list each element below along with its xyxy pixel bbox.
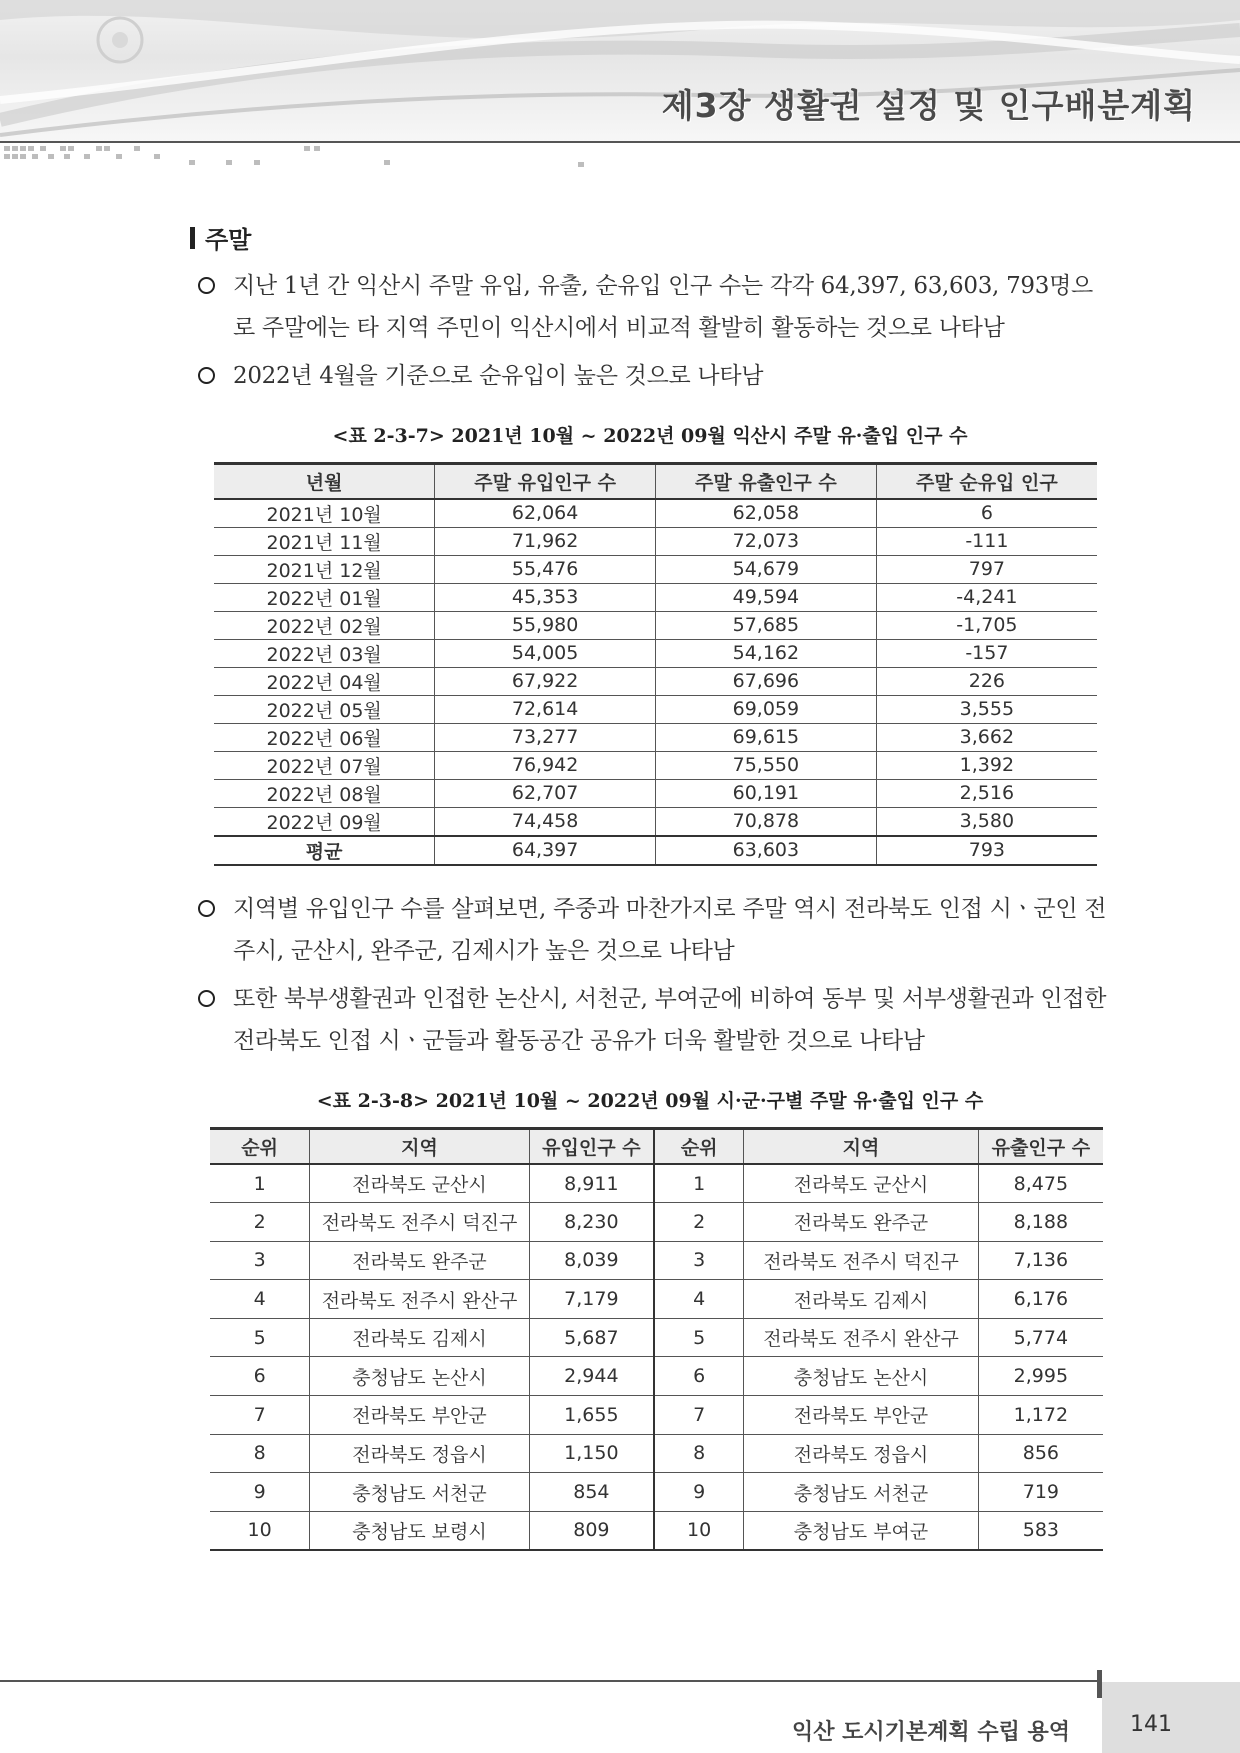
table1-cell: 67,922 xyxy=(435,667,656,695)
table2-header: 순위 xyxy=(654,1128,744,1164)
table1-cell: -111 xyxy=(876,527,1097,555)
table2-cell: 충청남도 서천군 xyxy=(744,1473,978,1512)
table2-cell: 1,172 xyxy=(978,1396,1103,1435)
table1-cell: 797 xyxy=(876,555,1097,583)
table1-cell: 57,685 xyxy=(656,611,877,639)
table1-cell: 2022년 03월 xyxy=(214,639,435,667)
table2-cell: 5,774 xyxy=(978,1318,1103,1357)
section-heading-text: 주말 xyxy=(205,226,252,254)
table2-cell: 8,911 xyxy=(529,1164,654,1203)
table2-cell: 6 xyxy=(654,1357,744,1396)
table1-cell: 54,005 xyxy=(435,639,656,667)
table1-row xyxy=(214,555,1097,583)
table1-cell: 2021년 10월 xyxy=(214,499,435,528)
footer-tick xyxy=(1097,1670,1102,1698)
table1-cell: 62,064 xyxy=(435,499,656,528)
table1-row xyxy=(214,723,1097,751)
table2-cell: 2,944 xyxy=(529,1357,654,1396)
page-header xyxy=(0,0,1240,175)
table1-cell: 72,073 xyxy=(656,527,877,555)
table1-cell: 49,594 xyxy=(656,583,877,611)
bullet-circle-icon xyxy=(198,900,215,917)
table1-cell: 2022년 09월 xyxy=(214,807,435,836)
table1-cell: 54,162 xyxy=(656,639,877,667)
table1-cell: 6 xyxy=(876,499,1097,528)
table1-cell: 2021년 12월 xyxy=(214,555,435,583)
footer-rule xyxy=(0,1680,1100,1682)
table1-average-cell: 63,603 xyxy=(656,836,877,865)
table1-header: 주말 유출인구 수 xyxy=(656,464,877,499)
table2-row xyxy=(210,1396,1103,1435)
table1-row xyxy=(214,639,1097,667)
table1-cell: 55,980 xyxy=(435,611,656,639)
table1-cell: 75,550 xyxy=(656,751,877,779)
table2-caption: <표 2-3-8> 2021년 10월 ~ 2022년 09월 시·군·구별 주말 유·출입 인구 수 xyxy=(316,1089,984,1112)
table1-cell: 62,058 xyxy=(656,499,877,528)
table1-cell: 2022년 06월 xyxy=(214,723,435,751)
table2-header: 유출인구 수 xyxy=(978,1128,1103,1164)
table1-average-cell: 64,397 xyxy=(435,836,656,865)
table1-cell: 2022년 07월 xyxy=(214,751,435,779)
table1-cell: 2022년 05월 xyxy=(214,695,435,723)
table1-cell: 45,353 xyxy=(435,583,656,611)
table1-header: 주말 순유입 인구 xyxy=(876,464,1097,499)
section-heading xyxy=(190,220,1110,255)
table2-row xyxy=(210,1318,1103,1357)
table2-header: 순위 xyxy=(210,1128,310,1164)
table1-cell: -157 xyxy=(876,639,1097,667)
table2-cell: 1 xyxy=(654,1164,744,1203)
table1-average-row xyxy=(214,836,1097,865)
table2-cell: 전라북도 김제시 xyxy=(310,1318,530,1357)
table2-cell: 6 xyxy=(210,1357,310,1396)
table1-cell: 67,696 xyxy=(656,667,877,695)
table2 xyxy=(210,1127,1103,1551)
table1-cell: 2022년 02월 xyxy=(214,611,435,639)
table2-body xyxy=(210,1164,1103,1550)
table1-row xyxy=(214,527,1097,555)
table2-cell: 충청남도 논산시 xyxy=(310,1357,530,1396)
table2-cell: 7,179 xyxy=(529,1280,654,1319)
paragraph-1-text: 지난 1년 간 익산시 주말 유입, 유출, 순유입 인구 수는 각각 64,397, 63,603, 793명으로 주말에는 타 지역 주민이 익산시에서 비교적 활발히 활동하는 것으로 나타남 xyxy=(233,273,1093,341)
table1-cell: 76,942 xyxy=(435,751,656,779)
table1-row xyxy=(214,695,1097,723)
table2-cell: 충청남도 보령시 xyxy=(310,1511,530,1550)
table2-cell: 충청남도 서천군 xyxy=(310,1473,530,1512)
table2-cell: 전라북도 전주시 덕진구 xyxy=(744,1241,978,1280)
table1-cell: 3,662 xyxy=(876,723,1097,751)
table2-row xyxy=(210,1357,1103,1396)
table2-cell: 8,475 xyxy=(978,1164,1103,1203)
footer-title: 익산 도시기본계획 수립 용역 xyxy=(791,1720,1070,1745)
chapter-title: 제3장 생활권 설정 및 인구배분계획 xyxy=(661,86,1196,125)
table2-cell: 5 xyxy=(654,1318,744,1357)
table1-cell: 69,059 xyxy=(656,695,877,723)
table2-cell: 전라북도 완주군 xyxy=(744,1203,978,1242)
table2-row xyxy=(210,1473,1103,1512)
table2-cell: 3 xyxy=(654,1241,744,1280)
table1-cell: -4,241 xyxy=(876,583,1097,611)
table2-header: 지역 xyxy=(310,1128,530,1164)
table1-cell: 1,392 xyxy=(876,751,1097,779)
page-footer xyxy=(0,1670,1240,1753)
table1-cell: -1,705 xyxy=(876,611,1097,639)
table2-cell: 전라북도 완주군 xyxy=(310,1241,530,1280)
table1-cell: 54,679 xyxy=(656,555,877,583)
table2-cell: 854 xyxy=(529,1473,654,1512)
table2-header: 지역 xyxy=(744,1128,978,1164)
table2-cell: 5,687 xyxy=(529,1318,654,1357)
paragraph-1 xyxy=(190,265,1110,349)
paragraph-4-text: 또한 북부생활권과 인접한 논산시, 서천군, 부여군에 비하여 동부 및 서부생활권과 인접한 전라북도 인접 시ㆍ군들과 활동공간 공유가 더욱 활발한 것으로 나타남 xyxy=(233,985,1107,1054)
table1-row xyxy=(214,611,1097,639)
table2-cell: 10 xyxy=(210,1511,310,1550)
table2-cell: 3 xyxy=(210,1241,310,1280)
table2-cell: 전라북도 부안군 xyxy=(310,1396,530,1435)
bullet-circle-icon xyxy=(198,277,215,294)
table2-cell: 7 xyxy=(654,1396,744,1435)
table1-cell: 2022년 04월 xyxy=(214,667,435,695)
table2-cell: 4 xyxy=(210,1280,310,1319)
paragraph-3-text: 지역별 유입인구 수를 살펴보면, 주중과 마찬가지로 주말 역시 전라북도 인접 시ㆍ군인 전주시, 군산시, 완주군, 김제시가 높은 것으로 나타남 xyxy=(233,895,1107,964)
bullet-circle-icon xyxy=(198,990,215,1007)
table2-cell: 1,655 xyxy=(529,1396,654,1435)
table1-cell: 60,191 xyxy=(656,779,877,807)
table1-cell: 2021년 11월 xyxy=(214,527,435,555)
table2-cell: 856 xyxy=(978,1434,1103,1473)
table1-cell: 226 xyxy=(876,667,1097,695)
table2-cell: 7,136 xyxy=(978,1241,1103,1280)
table2-cell: 2 xyxy=(654,1203,744,1242)
table2-header-row xyxy=(210,1128,1103,1164)
table2-cell: 전라북도 전주시 덕진구 xyxy=(310,1203,530,1242)
table1-cell: 2,516 xyxy=(876,779,1097,807)
table1-cell: 3,555 xyxy=(876,695,1097,723)
page-number: 141 xyxy=(1130,1712,1172,1737)
table2-cell: 10 xyxy=(654,1511,744,1550)
paragraph-3 xyxy=(190,888,1110,972)
table2-cell: 충청남도 논산시 xyxy=(744,1357,978,1396)
table1-body xyxy=(214,499,1097,865)
section-bar-icon xyxy=(190,227,195,249)
table1-row xyxy=(214,667,1097,695)
paragraph-4 xyxy=(190,978,1110,1062)
table2-cell: 전라북도 정읍시 xyxy=(744,1434,978,1473)
table1-caption: <표 2-3-7> 2021년 10월 ~ 2022년 09월 익산시 주말 유·출입 인구 수 xyxy=(332,425,968,447)
table1-row xyxy=(214,779,1097,807)
table2-cell: 8,188 xyxy=(978,1203,1103,1242)
table1-cell: 73,277 xyxy=(435,723,656,751)
table2-cell: 2,995 xyxy=(978,1357,1103,1396)
table2-cell: 8,039 xyxy=(529,1241,654,1280)
table2-cell: 전라북도 군산시 xyxy=(744,1164,978,1203)
table1-cell: 2022년 01월 xyxy=(214,583,435,611)
table1-header-row xyxy=(214,464,1097,499)
table2-cell: 809 xyxy=(529,1511,654,1550)
paragraph-2 xyxy=(190,355,1110,397)
table1-cell: 74,458 xyxy=(435,807,656,836)
table2-row xyxy=(210,1203,1103,1242)
paragraph-2-text: 2022년 4월을 기준으로 순유입이 높은 것으로 나타남 xyxy=(233,363,764,389)
table1-average-cell: 평균 xyxy=(214,836,435,865)
table2-cell: 5 xyxy=(210,1318,310,1357)
table2-cell: 1 xyxy=(210,1164,310,1203)
table2-cell: 전라북도 정읍시 xyxy=(310,1434,530,1473)
table1-average-cell: 793 xyxy=(876,836,1097,865)
table1-cell: 3,580 xyxy=(876,807,1097,836)
table2-cell: 6,176 xyxy=(978,1280,1103,1319)
table2-cell: 전라북도 김제시 xyxy=(744,1280,978,1319)
page-content xyxy=(190,220,1110,1551)
table2-row xyxy=(210,1511,1103,1550)
header-rule xyxy=(0,141,1240,143)
bullet-circle-icon xyxy=(198,367,215,384)
table2-cell: 전라북도 군산시 xyxy=(310,1164,530,1203)
table2-row xyxy=(210,1434,1103,1473)
table1-cell: 69,615 xyxy=(656,723,877,751)
table2-cell: 9 xyxy=(654,1473,744,1512)
table2-row xyxy=(210,1280,1103,1319)
table1-row xyxy=(214,751,1097,779)
table2-cell: 충청남도 부여군 xyxy=(744,1511,978,1550)
table2-row xyxy=(210,1164,1103,1203)
table1-row xyxy=(214,499,1097,528)
table2-cell: 8 xyxy=(654,1434,744,1473)
table2-cell: 1,150 xyxy=(529,1434,654,1473)
table1-cell: 55,476 xyxy=(435,555,656,583)
page-number-box xyxy=(1102,1682,1240,1753)
table2-cell: 8,230 xyxy=(529,1203,654,1242)
table1-cell: 72,614 xyxy=(435,695,656,723)
table2-cell: 전라북도 부안군 xyxy=(744,1396,978,1435)
table1 xyxy=(214,462,1097,866)
table1-cell: 62,707 xyxy=(435,779,656,807)
table2-cell: 2 xyxy=(210,1203,310,1242)
table2-cell: 719 xyxy=(978,1473,1103,1512)
table1-cell: 2022년 08월 xyxy=(214,779,435,807)
table1-header: 주말 유입인구 수 xyxy=(435,464,656,499)
table2-cell: 8 xyxy=(210,1434,310,1473)
table2-cell: 전라북도 전주시 완산구 xyxy=(310,1280,530,1319)
table1-header: 년월 xyxy=(214,464,435,499)
table2-header: 유입인구 수 xyxy=(529,1128,654,1164)
table1-cell: 70,878 xyxy=(656,807,877,836)
table2-cell: 9 xyxy=(210,1473,310,1512)
table1-cell: 71,962 xyxy=(435,527,656,555)
pixel-pattern-decoration xyxy=(4,146,604,172)
table1-row xyxy=(214,807,1097,836)
table2-cell: 7 xyxy=(210,1396,310,1435)
table2-cell: 4 xyxy=(654,1280,744,1319)
table1-row xyxy=(214,583,1097,611)
table2-cell: 전라북도 전주시 완산구 xyxy=(744,1318,978,1357)
table2-cell: 583 xyxy=(978,1511,1103,1550)
table2-row xyxy=(210,1241,1103,1280)
